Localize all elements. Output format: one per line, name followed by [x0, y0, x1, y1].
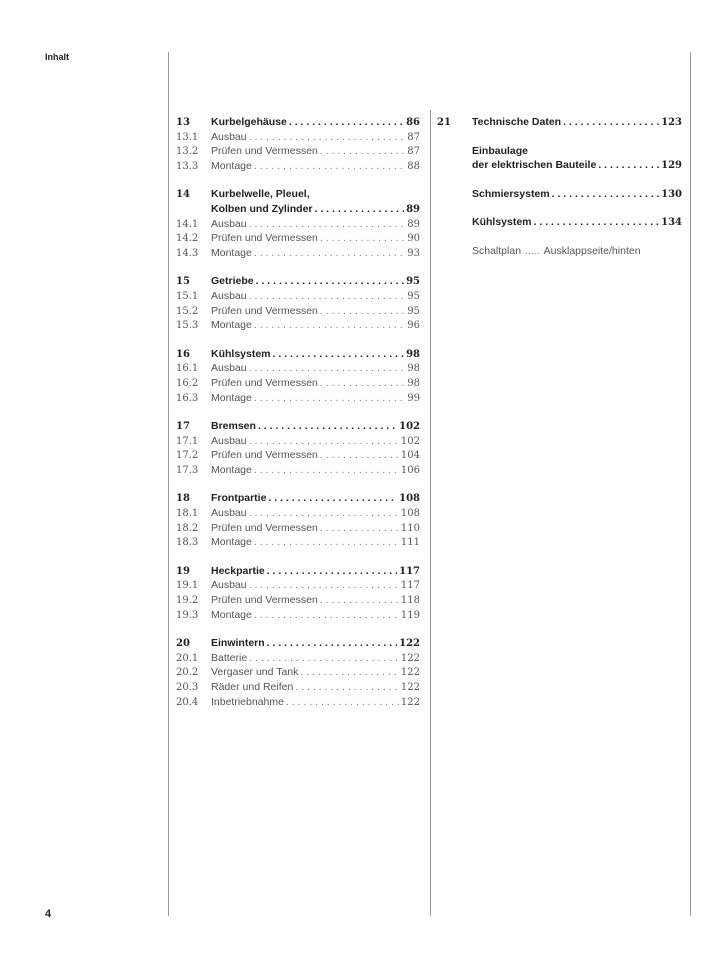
- chapter-title: der elektrischen Bauteile: [472, 159, 597, 172]
- section-number: 13.1: [176, 131, 199, 143]
- toc-subentry[interactable]: [176, 448, 420, 463]
- section-number: 16.2: [176, 377, 199, 389]
- page-ref: Ausklappseite/hinten: [543, 244, 641, 257]
- toc-subentry[interactable]: [176, 318, 420, 333]
- section-number: 13.2: [176, 146, 199, 158]
- section-number: 19: [176, 565, 190, 577]
- column-divider-left: [168, 52, 169, 916]
- section-title: Heckpartie: [211, 564, 265, 577]
- chapter-number: 21: [437, 117, 451, 128]
- toc-chapter-schmiersystem: [437, 187, 682, 202]
- toc-entry[interactable]: [437, 158, 682, 173]
- toc-chapter-technische-daten: [437, 115, 682, 130]
- section-number: 17.2: [176, 450, 199, 462]
- column-divider-middle: [430, 110, 431, 916]
- leader-dots: .....: [525, 244, 540, 257]
- page-ref: 104: [400, 450, 420, 462]
- section-title: Ausbau: [211, 130, 247, 143]
- page-ref: 122: [400, 696, 420, 708]
- section-number: 16.3: [176, 392, 199, 404]
- toc-chapter-15: [176, 274, 420, 332]
- page-number: 4: [45, 908, 52, 920]
- section-number: 20.2: [176, 667, 199, 679]
- toc-entry[interactable]: [176, 564, 420, 579]
- section-number: 15.2: [176, 305, 199, 317]
- section-title: Ausbau: [211, 217, 247, 230]
- page-ref: 98: [407, 377, 420, 389]
- leader-dots: [315, 202, 405, 217]
- section-title: Räder und Reifen: [211, 681, 294, 693]
- section-title: Montage: [211, 463, 252, 476]
- column-divider-right: [690, 52, 691, 916]
- chapter-title-line1: Einbaulage: [472, 144, 529, 157]
- section-number: 13.3: [176, 160, 199, 172]
- section-title: Prüfen und Vermessen: [211, 145, 318, 158]
- page-ref: 108: [400, 508, 420, 520]
- section-title: Prüfen und Vermessen: [211, 376, 318, 389]
- section-title: Prüfen und Vermessen: [211, 521, 318, 534]
- toc-entry[interactable]: [176, 419, 420, 434]
- toc-entry-schaltplan[interactable]: [437, 244, 682, 259]
- toc-subentry[interactable]: [176, 304, 420, 319]
- section-number: 18.2: [176, 522, 199, 534]
- page-ref: 118: [400, 595, 420, 607]
- toc-subentry[interactable]: [176, 463, 420, 478]
- toc-subentry[interactable]: [176, 217, 420, 232]
- section-number: 15: [176, 276, 190, 288]
- section-title: Ausbau: [211, 289, 247, 302]
- section-number: 18: [176, 493, 190, 505]
- toc-entry[interactable]: [176, 115, 420, 130]
- section-title: Inbetriebnahme: [211, 695, 284, 708]
- page-ref: 88: [407, 160, 420, 172]
- leader-dots: [249, 506, 399, 521]
- leader-dots: [249, 361, 406, 376]
- section-title: Kühlsystem: [211, 347, 271, 360]
- section-number: 18.1: [176, 508, 199, 520]
- toc-subentry[interactable]: [176, 376, 420, 391]
- leader-dots: [320, 231, 405, 246]
- leader-dots: [249, 289, 406, 304]
- leader-dots: [320, 448, 399, 463]
- section-number: 19.3: [176, 609, 199, 621]
- section-number: 20: [176, 638, 190, 650]
- leader-dots: [534, 215, 660, 230]
- leader-dots: [254, 463, 399, 478]
- leader-dots: [258, 419, 397, 434]
- page-ref: 90: [407, 233, 420, 245]
- page-ref: 98: [407, 363, 420, 375]
- section-title: Kurbelwelle, Pleuel,: [211, 188, 310, 201]
- leader-dots: [320, 593, 399, 608]
- toc-chapter-14: [176, 187, 420, 260]
- section-number: 17: [176, 421, 190, 433]
- toc-entry[interactable]: [176, 491, 420, 506]
- section-number: 14.2: [176, 233, 199, 245]
- page-ref: 95: [407, 290, 420, 302]
- toc-subentry[interactable]: [176, 535, 420, 550]
- leader-dots: [268, 491, 397, 506]
- page-ref: 130: [661, 188, 682, 200]
- page-ref: 123: [661, 117, 682, 128]
- page-ref: 122: [400, 652, 420, 664]
- chapter-title: Schmiersystem: [472, 187, 550, 200]
- leader-dots: [249, 130, 406, 145]
- section-title: Montage: [211, 319, 252, 332]
- section-number: 20.4: [176, 696, 199, 708]
- toc-chapter-einbaulage: [437, 144, 682, 173]
- toc-subentry[interactable]: [176, 680, 420, 695]
- page-ref: 106: [400, 464, 420, 476]
- toc-subentry[interactable]: [176, 521, 420, 536]
- toc-subentry[interactable]: [176, 665, 420, 680]
- toc-chapter-17: [176, 419, 420, 477]
- toc-entry-line1[interactable]: [437, 144, 682, 159]
- section-title: Montage: [211, 608, 252, 621]
- page-ref: 111: [400, 537, 420, 549]
- leader-dots: [256, 274, 404, 289]
- leader-dots: [289, 115, 404, 130]
- section-number: 18.3: [176, 537, 199, 549]
- leader-dots: [254, 159, 405, 174]
- page-ref: 122: [399, 638, 420, 650]
- toc-subentry[interactable]: [176, 608, 420, 623]
- section-title: Prüfen und Vermessen: [211, 232, 318, 245]
- section-title: Bremsen: [211, 420, 256, 433]
- toc-subentry[interactable]: [176, 231, 420, 246]
- page-ref: 95: [407, 305, 420, 317]
- leader-dots: [320, 376, 405, 391]
- toc-subentry[interactable]: [176, 289, 420, 304]
- toc-entry[interactable]: [176, 636, 420, 651]
- leader-dots: [563, 115, 659, 130]
- section-title: Prüfen und Vermessen: [211, 304, 318, 317]
- leader-dots: [598, 158, 659, 173]
- page-ref: 89: [407, 218, 420, 230]
- toc-column-right: [437, 115, 682, 259]
- toc-column-left: [176, 115, 420, 723]
- section-title: Montage: [211, 391, 252, 404]
- section-title: Montage: [211, 246, 252, 259]
- leader-dots: [267, 636, 397, 651]
- toc-entry[interactable]: [176, 202, 420, 217]
- leader-dots: [249, 217, 406, 232]
- section-title: Kolben und Zylinder: [211, 202, 313, 215]
- toc-chapter-20: [176, 636, 420, 709]
- toc-subentry[interactable]: [176, 593, 420, 608]
- section-title: Getriebe: [211, 275, 254, 288]
- section-number: 13: [176, 117, 190, 128]
- page-ref: 87: [407, 131, 420, 143]
- page-ref: 102: [400, 435, 420, 447]
- toc-chapter-16: [176, 347, 420, 405]
- leader-dots: [254, 608, 399, 623]
- page-ref: 108: [399, 493, 420, 505]
- toc-entry[interactable]: [437, 215, 682, 230]
- section-title: Ausbau: [211, 434, 247, 447]
- page-ref: 99: [407, 392, 420, 404]
- chapter-title: Technische Daten: [472, 116, 562, 128]
- toc-chapter-13: [176, 115, 420, 173]
- leader-dots: [286, 695, 399, 710]
- toc-chapter-19: [176, 564, 420, 622]
- toc-subentry[interactable]: [176, 130, 420, 145]
- section-title: Batterie: [211, 651, 248, 664]
- section-number: 17.3: [176, 464, 199, 476]
- page-ref: 117: [399, 565, 420, 577]
- leader-dots: [254, 318, 405, 333]
- leader-dots: [320, 521, 399, 536]
- page-ref: 134: [661, 217, 682, 229]
- leader-dots: [249, 651, 399, 666]
- page-ref: 93: [407, 247, 420, 259]
- toc-subentry[interactable]: [176, 391, 420, 406]
- section-number: 14.1: [176, 218, 199, 230]
- section-title: Montage: [211, 159, 252, 172]
- toc-entry-line1[interactable]: [176, 187, 420, 202]
- section-number: 15.1: [176, 290, 199, 302]
- section-number: 14.3: [176, 247, 199, 259]
- toc-subentry[interactable]: [176, 695, 420, 710]
- page-ref: 122: [400, 667, 420, 679]
- page-ref: 89: [406, 203, 420, 215]
- toc-entry[interactable]: [176, 347, 420, 362]
- section-title: Kurbelgehäuse: [211, 116, 287, 128]
- leader-dots: [295, 680, 399, 695]
- leader-dots: [267, 564, 397, 579]
- leader-dots: [249, 578, 399, 593]
- page-ref: 96: [407, 320, 420, 332]
- section-number: 19.1: [176, 580, 199, 592]
- section-label: Inhalt: [45, 52, 69, 62]
- leader-dots: [254, 246, 405, 261]
- leader-dots: [300, 665, 399, 680]
- leader-dots: [552, 187, 659, 202]
- page-ref: 102: [399, 421, 420, 433]
- chapter-title: Kühlsystem: [472, 216, 532, 229]
- leader-dots: [320, 144, 405, 159]
- section-title: Vergaser und Tank: [211, 666, 299, 679]
- section-title: Prüfen und Vermessen: [211, 594, 318, 607]
- page-ref: 86: [406, 117, 420, 128]
- section-title: Prüfen und Vermessen: [211, 449, 318, 462]
- section-title: Einwintern: [211, 637, 265, 650]
- section-title: Frontpartie: [211, 492, 267, 505]
- section-number: 20.1: [176, 652, 199, 664]
- toc-entry[interactable]: [437, 115, 682, 130]
- section-title: Ausbau: [211, 507, 247, 520]
- section-number: 16.1: [176, 363, 199, 375]
- section-number: 19.2: [176, 595, 199, 607]
- toc-subentry[interactable]: [176, 361, 420, 376]
- entry-title: Schaltplan: [472, 244, 522, 257]
- toc-chapter-kuehlsystem: [437, 215, 682, 230]
- section-title: Montage: [211, 536, 252, 549]
- toc-entry[interactable]: [437, 187, 682, 202]
- page-ref: 122: [400, 682, 420, 693]
- section-title: Ausbau: [211, 362, 247, 375]
- toc-subentry[interactable]: [176, 159, 420, 174]
- toc-subentry[interactable]: [176, 144, 420, 159]
- toc-subentry[interactable]: [176, 506, 420, 521]
- toc-subentry[interactable]: [176, 578, 420, 593]
- page-ref: 117: [400, 580, 420, 592]
- leader-dots: [320, 304, 405, 319]
- toc-chapter-18: [176, 491, 420, 549]
- toc-subentry[interactable]: [176, 434, 420, 449]
- section-number: 20.3: [176, 682, 199, 693]
- page-ref: 98: [406, 348, 420, 360]
- section-number: 17.1: [176, 435, 199, 447]
- section-title: Ausbau: [211, 579, 247, 592]
- toc-subentry[interactable]: [176, 246, 420, 261]
- toc-subentry[interactable]: [176, 651, 420, 666]
- page-ref: 87: [407, 146, 420, 158]
- leader-dots: [273, 347, 405, 362]
- section-number: 16: [176, 348, 190, 360]
- leader-dots: [249, 434, 399, 449]
- section-number: 15.3: [176, 320, 199, 332]
- leader-dots: [254, 535, 399, 550]
- page-ref: 110: [400, 522, 420, 534]
- toc-entry[interactable]: [176, 274, 420, 289]
- page-ref: 95: [406, 276, 420, 288]
- section-number: 14: [176, 189, 190, 201]
- page-ref: 129: [661, 160, 682, 172]
- leader-dots: [254, 391, 405, 406]
- page-ref: 119: [400, 609, 420, 621]
